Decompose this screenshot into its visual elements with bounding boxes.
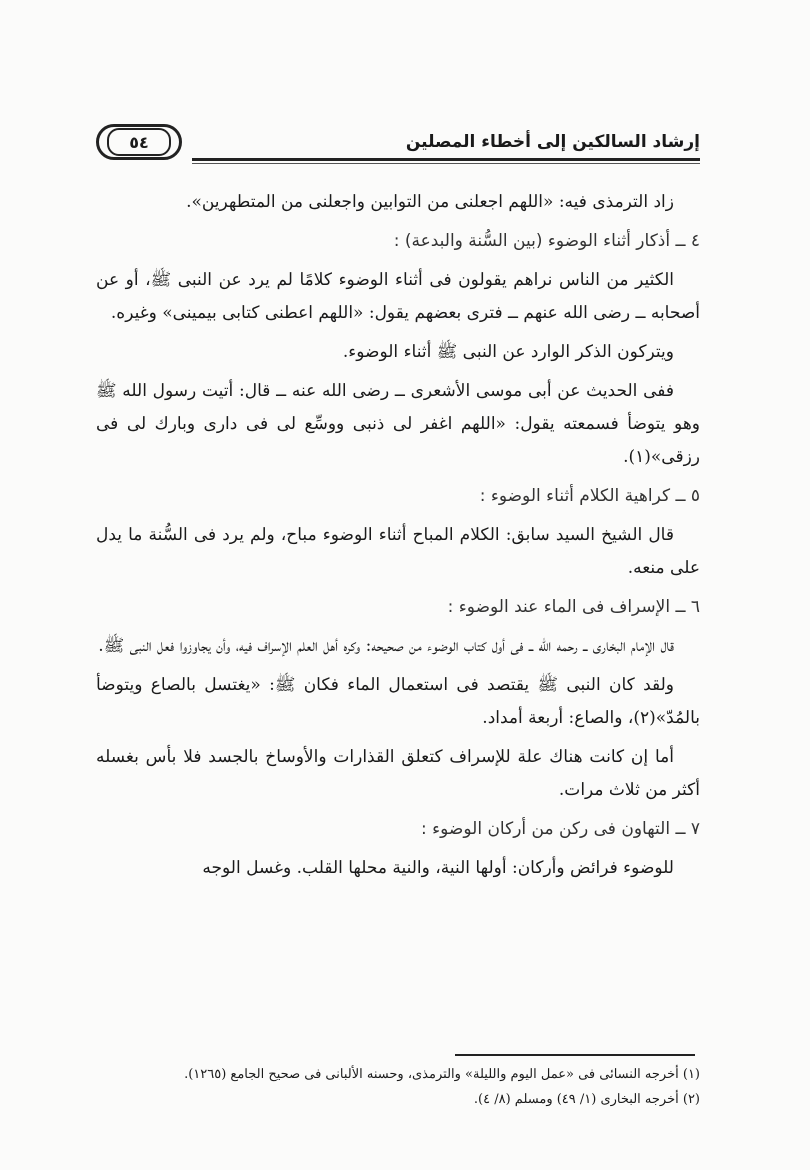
paragraph: قال الشيخ السيد سابق: الكلام المباح أثناء الوضوء مباح، ولم يرد فى السُّنة ما يدل على منعه. <box>96 525 700 578</box>
paragraph: زاد الترمذى فيه: «اللهم اجعلنى من التوابين واجعلنى من المتطهرين». <box>186 192 674 212</box>
book-title: إرشاد السالكين إلى أخطاء المصلين <box>405 132 700 152</box>
paragraph: ولقد كان النبى ﷺ يقتصد فى استعمال الماء فكان ﷺ: «يغتسل بالصاع ويتوضأ بالمُدّ»(٢)، والصاع: أربعة أمداد. <box>96 675 700 728</box>
paragraph: للوضوء فرائض وأركان: أولها النية، والنية محلها القلب. وغسل الوجه <box>202 858 674 878</box>
page-header <box>96 128 700 164</box>
paragraph: ويتركون الذكر الوارد عن النبى ﷺ أثناء الوضوء. <box>342 342 674 362</box>
header-rule <box>192 158 700 161</box>
paragraph: أما إن كانت هناك علة للإسراف كتعلق القذارات والأوساخ بالجسد فلا بأس بغسله أكثر من ثلاث مرات. <box>96 747 700 800</box>
footnotes <box>96 1062 700 1112</box>
page-number-frame <box>96 124 182 160</box>
paragraph: قال الإمام البخارى ــ رحمه الله ــ فى أول كتاب الوضوء من صحيحه: وكره أهل العلم الإسراف فيه، وأن يجاوزوا فعل النبى ﷺ. <box>98 636 674 656</box>
page-body <box>96 186 700 891</box>
section-heading-5: ٥ ــ كراهية الكلام أثناء الوضوء : <box>479 486 700 506</box>
paragraph: الكثير من الناس نراهم يقولون فى أثناء الوضوء كلامًا لم يرد عن النبى ﷺ، أو عن أصحابه ــ رضى الله عنهم ــ فترى بعضهم يقول: «اللهم اعطنى كتابى بيمينى» وغيره. <box>96 270 700 323</box>
paragraph: ففى الحديث عن أبى موسى الأشعرى ــ رضى الله عنه ــ قال: أتيت رسول الله ﷺ وهو يتوضأ فسمعته يقول: «اللهم اغفر لى ذنبى ووسِّع لى فى دارى وبارك لى فى رزقى»(١). <box>96 381 700 467</box>
footnote-separator <box>455 1054 695 1056</box>
page-number: ٥٤ <box>107 128 171 156</box>
section-heading-4: ٤ ــ أذكار أثناء الوضوء (بين السُّنة والبدعة) : <box>393 231 700 251</box>
section-heading-7: ٧ ــ التهاون فى ركن من أركان الوضوء : <box>421 819 700 839</box>
footnote-2: (٢) أخرجه البخارى (١/ ٤٩) ومسلم (٨/ ٤). <box>473 1092 700 1107</box>
section-heading-6: ٦ ــ الإسراف فى الماء عند الوضوء : <box>447 597 700 617</box>
header-rule-thin <box>192 163 700 164</box>
footnote-1: (١) أخرجه النسائى فى «عمل اليوم والليلة» والترمذى، وحسنه الألبانى فى صحيح الجامع (١٢٦٥). <box>184 1067 700 1082</box>
